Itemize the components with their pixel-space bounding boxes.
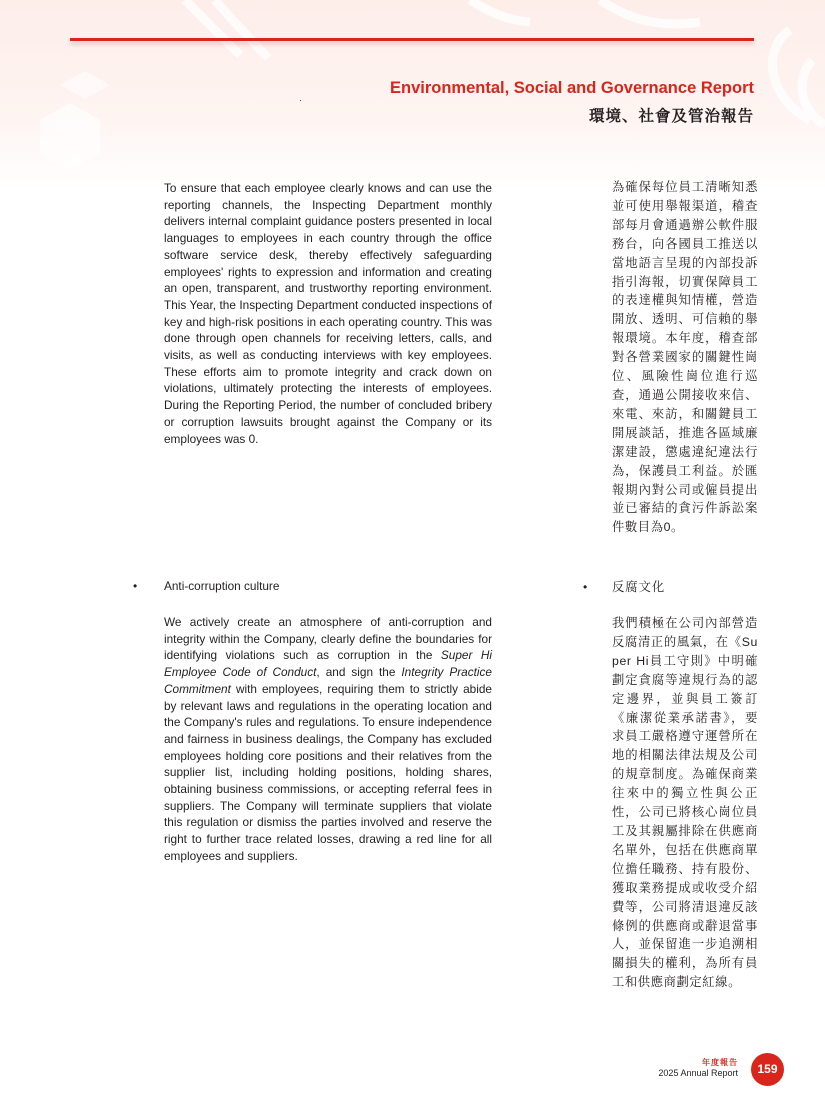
page-number-badge: 159	[751, 1053, 784, 1086]
reporting-channels-paragraph-en: To ensure that each employee clearly knows and can use the reporting channels, the Inspecting Department monthly delivers internal complaint guidance posters presented in local languages to employees in each country through the office software service desk, thereby effectively safeguarding employees' rights to expression and information and creating an open, transparent, and trustworthy reporting environment. This Year, the Inspecting Department conducted inspections of key and high-risk positions in each operating country. This was done through open channels for receiving letters, calls, and visits, as well as conducting interviews with key employees. These efforts aim to promote integrity and crack down on violations, ultimately protecting the interests of employees. During the Reporting Period, the number of concluded bribery or corruption lawsuits brought against the Company or its employees was 0.	[164, 181, 492, 446]
report-title-chinese: 環境、社會及管治報告	[588, 108, 754, 125]
top-red-rule	[70, 38, 754, 41]
anti-corruption-paragraph-en	[164, 614, 492, 865]
anti-corruption-heading-zh: 反腐文化	[612, 580, 666, 594]
integrity-commitment-title: Integrity Practice Commitment	[164, 665, 492, 696]
report-title-english: Environmental, Social and Governance Report	[389, 79, 754, 97]
anti-corruption-text-part2: , and sign the	[316, 665, 402, 680]
decorative-background-pattern	[0, 0, 825, 200]
footer-annual-report-en: 2025 Annual Report	[658, 1068, 738, 1078]
anti-corruption-text-part3: with employees, requiring them to strictly abide by relevant laws and regulations in the operating location and the Company's rules and regulations. To ensure independence and fairness in business dealings, the Company has excluded employees holding core positions and their relatives from the supplier list, including holding positions, holding shares, obtaining business commissions, or accepting referral fees in suppliers. The Company will terminate suppliers that violate this regulation or dismiss the parties involved and reserve the right to further trace related losses, drawing a red line for all employees and suppliers.	[164, 681, 492, 863]
anti-corruption-paragraph-zh: 我們積極在公司內部營造反腐清正的風氣，在《Super Hi員工守則》中明確劃定貪腐等違規行為的認定邊界，並與員工簽訂《廉潔從業承諾書》，要求員工嚴格遵守運營所在地的相關法律法規及公司的規章制度。為確保商業往來中的獨立性與公正性，公司已將核心崗位員工及其親屬排除在供應商名單外，包括在供應商單位擔任職務、持有股份、獲取業務提成或收受介紹費等，公司將清退違反該條例的供應商或辭退當事人，並保留進一步追溯相關損失的權利，為所有員工和供應商劃定紅線。	[612, 616, 758, 990]
bullet-marker-zh: •	[583, 580, 588, 594]
reporting-channels-paragraph-zh: 為確保每位員工清晰知悉並可使用舉報渠道，稽查部每月會通過辦公軟件服務台，向各國員工推送以當地語言呈現的內部投訴指引海報，切實保障員工的表達權與知情權，營造開放、透明、可信賴的舉報環境。本年度，稽查部對各營業國家的關鍵性崗位、風險性崗位進行巡查，通過公開接收來信、來電、來訪，和關鍵員工開展談話，推進各區域廉潔建設，懲處違紀違法行為，保護員工利益。於匯報期內對公司或僱員提出並已審結的貪污件訴訟案件數目為0。	[612, 180, 758, 535]
stray-dot	[300, 100, 301, 101]
footer-annual-report-zh: 年度報告	[702, 1058, 738, 1067]
employee-code-title: Super Hi Employee Code of Conduct	[164, 648, 492, 680]
bullet-marker-en: •	[133, 579, 138, 593]
anti-corruption-text-part1: We actively create an atmosphere of anti-corruption and integrity within the Company, clearly define the boundaries for identifying violations such as corruption in the	[164, 615, 492, 663]
anti-corruption-heading-en: Anti-corruption culture	[164, 579, 280, 593]
